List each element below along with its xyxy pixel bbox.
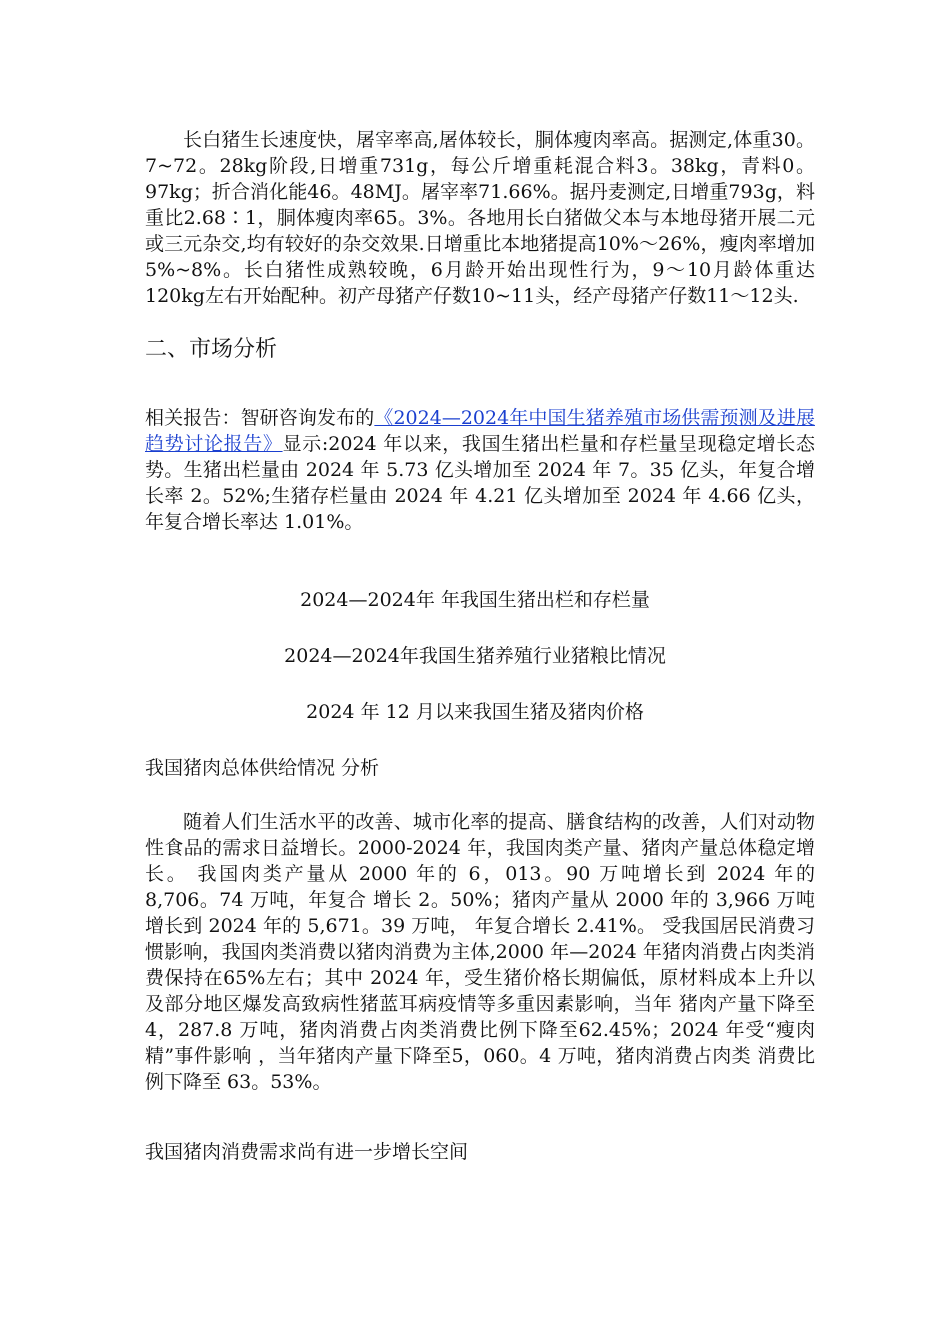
paragraph-pork-supply: 随着人们生活水平的改善、城市化率的提高、膳食结构的改善，人们对动物 性食品的需求日益增长。2000-2024 年，我国肉类产量、猪肉产量总体稳定增长。 我国肉类产量从 2000 年的 6，013。90 万吨增长到 2024 年的 8,706。74 万吨，年复合 增长 2。50%；猪肉产量从 2000 年的 3,966 万吨增长到 2024 年的 5,671。39 万吨， 年复合增长 2.41%。 受我国居民消费习惯影响，我国肉类消费以猪肉消费为主体,2000 年—2024 年猪肉消费占肉类消费保持在65%左右；其中 2024 年，受生猪价格长期偏低，原材料成本上升以及部分地区爆发高致病性猪蓝耳病疫情等多重因素影响，当年 猪肉产量下降至 4，287.8 万吨，猪肉消费占肉类消费比例下降至62.45%；2024 年受“瘦肉精”事件影响 ，当年猪肉产量下降至5，060。4 万吨，猪肉消费占肉类 消费比例下降至 63。53%。 [145,811,815,1093]
report-prefix: 相关报告：智研咨询发布的 [145,407,375,429]
section-heading-market-analysis: 二、市场分析 [145,337,278,362]
figure-caption-pork-prices: 2024 年 12 月以来我国生猪及猪肉价格 [306,701,644,723]
paragraph-landrace-pig: 长白猪生长速度快，屠宰率高,屠体较长，胴体瘦肉率高。据测定,体重30。7~72。28kg阶段,日增重731g，每公斤增重耗混合料3。38kg，青料0。97kg；折合消化能46。48MJ。屠宰率71.66%。据丹麦测定,日增重793g，料重比2.68∶1，胴体瘦肉率65。3%。各地用长白猪做父本与本地母猪开展二元或三元杂交,均有较好的杂交效果.日增重比本地猪提高10%～26%，瘦肉率增加5%~8%。长白猪性成熟较晚，6月龄开始出现性行为，9～10月龄体重达120kg左右开始配种。初产母猪产仔数10~11头，经产母猪产仔数11～12头. [145,129,815,307]
subheading-pork-demand: 我国猪肉消费需求尚有进一步增长空间 [145,1141,469,1163]
paragraph-related-report [145,405,815,535]
figure-caption-pig-grain-ratio: 2024—2024年我国生猪养殖行业猪粮比情况 [284,645,666,667]
report-suffix: 显示:2024 年以来，我国生猪出栏量和存栏量呈现稳定增长态势。生猪出栏量由 2024 年 5.73 亿头增加至 2024 年 7。35 亿头，年复合增长率 2。52%;生猪存栏量由 2024 年 4.21 亿头增加至 2024 年 4.66 亿头，年复合增长率达 1.01%。 [145,433,815,533]
figure-caption-output-stock: 2024—2024年 年我国生猪出栏和存栏量 [300,589,650,611]
subheading-pork-supply: 我国猪肉总体供给情况 分析 [145,757,380,779]
report-link[interactable]: 《2024—2024年中国生猪养殖市场供需预测及进展趋势讨论报告》 [145,407,815,455]
